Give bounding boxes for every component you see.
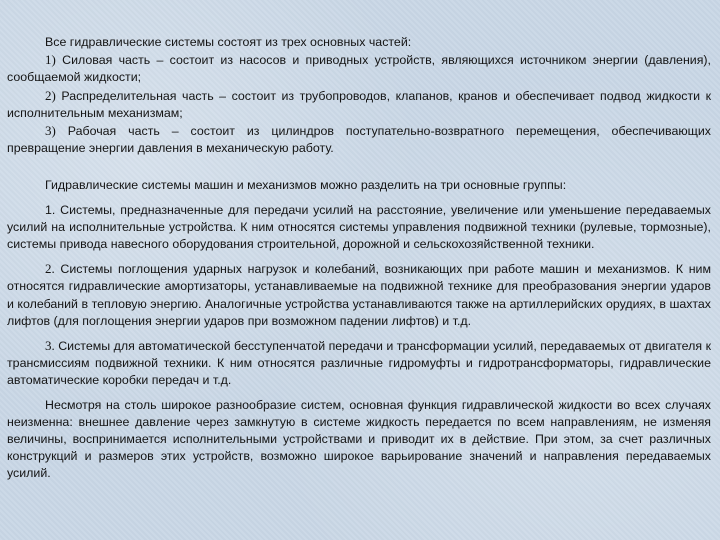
part-text: Силовая часть – состоит из насосов и приводных устройств, являющихся источником энергии (давления), сообщаемой жидкости;	[7, 53, 711, 85]
part-item-power	[7, 51, 711, 86]
group-text: Системы для автоматической бесступенчатой передачи и трансформации усилий, передаваемых от двигателя к трансмиссиям подвижной техники. К ним относятся различные гидромуфты и гидротрансформаторы, гидравлические автоматические коробки передач и т.д.	[7, 339, 711, 388]
part-number: 3)	[45, 123, 56, 139]
groups-intro: Гидравлические системы машин и механизмов можно разделить на три основные группы:	[45, 178, 567, 193]
parts-intro: Все гидравлические системы состоят из трех основных частей:	[45, 35, 412, 49]
conclusion-paragraph: Несмотря на столь широкое разнообразие систем, основная функция гидравлической жидкости во всех случаях неизменна: внешнее давление через замкнутую в системе жидкость передается по всем направлениям, не изменяя величины, воспринимается исполнительными устройствами и приводит их в действие. При этом, за счет различных конструкций и размеров этих устройств, возможно широкое варьирование значений и направления передаваемых усилий.	[7, 397, 711, 481]
part-number: 2)	[45, 87, 56, 103]
part-item-distribution	[7, 87, 711, 122]
group-number: 1.	[45, 202, 56, 217]
group-text: Системы поглощения ударных нагрузок и колебаний, возникающих при работе машин и механизмов. К ним относятся гидравлические амортизаторы, устанавливаемые на подвижной технике для преобразования энергии ударов и колебаний в тепловую энергию. Аналогичные устройства устанавливаются также на артиллерийских орудиях, в шахтах лифтов (для поглощения энергии ударов при возможном падении лифтов) и т.д.	[7, 262, 711, 328]
part-text: Распределительная часть – состоит из трубопроводов, клапанов, кранов и обеспечивает подвод жидкости к исполнительным механизмам;	[7, 88, 711, 120]
group-number: 2.	[45, 261, 55, 277]
part-text: Рабочая часть – состоит из цилиндров поступательно-возвратного перемещения, обеспечивающих превращение энергии давления в механическую работу.	[7, 124, 711, 156]
group-item-transmission	[7, 202, 711, 254]
group-item-damping	[7, 260, 711, 330]
group-text: Системы, предназначенные для передачи усилий на расстояние, увеличение или уменьшение передаваемых усилий на исполнительные устройства. К ним относятся системы управления подвижной техники (рулевые, тормозные), системы привода навесного оборудования строительной, дорожной и сельскохозяйственной техники.	[7, 202, 711, 252]
part-number: 1)	[45, 52, 56, 68]
part-item-working	[7, 122, 711, 157]
group-number: 3.	[45, 338, 55, 354]
slide-body	[7, 34, 711, 483]
group-item-automatic	[7, 337, 711, 390]
